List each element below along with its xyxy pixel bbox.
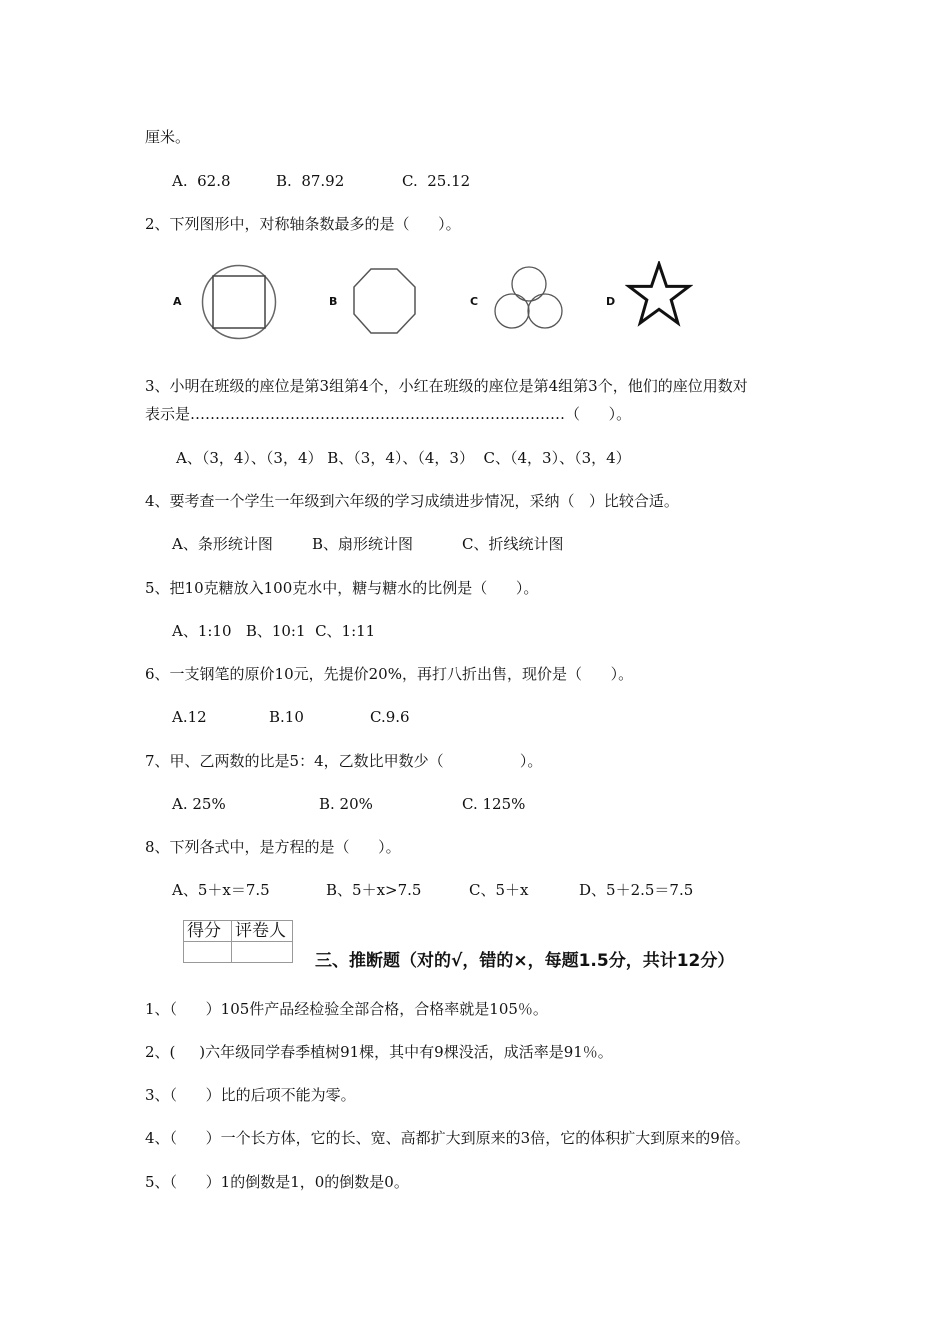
- q4-option-c: C、折线统计图: [462, 535, 564, 553]
- figure-label-c: C: [470, 295, 479, 308]
- circle-with-inscribed-square-icon: [199, 262, 279, 342]
- q8-option-a: A、5＋x＝7.5: [172, 881, 270, 899]
- judge-item-3: 3、（ ）比的后项不能为零。: [145, 1086, 356, 1104]
- q8-stem: 8、下列各式中，是方程的是（ ）。: [145, 838, 401, 856]
- q4-option-b: B、扇形统计图: [312, 535, 414, 553]
- judge-item-2: 2、( )六年级同学春季植树91棵，其中有9棵没活，成活率是91％。: [145, 1043, 613, 1061]
- judge-item-5: 5、（ ）1的倒数是1，0的倒数是0。: [145, 1173, 409, 1191]
- q3-stem-line1: 3、小明在班级的座位是第3组第4个，小红在班级的座位是第4组第3个，他们的座位用数对: [145, 377, 748, 395]
- q6-option-a: A.12: [172, 708, 207, 726]
- q6-stem: 6、一支钢笔的原价10元，先提价20%，再打八折出售，现价是（ ）。: [145, 665, 634, 683]
- q6-option-c: C.9.6: [370, 708, 410, 726]
- q8-option-c: C、5＋x: [469, 881, 529, 899]
- q3-stem-line2: 表示是…………………………………………………………………（ ）。: [145, 405, 632, 423]
- figure-label-b: B: [329, 295, 338, 308]
- score-header: 得分: [184, 921, 232, 942]
- octagon-icon: [351, 266, 421, 338]
- star-icon: [625, 261, 693, 327]
- q8-option-d: D、5＋2.5＝7.5: [579, 881, 694, 899]
- q5-options: A、1:10 B、10:1 C、1:11: [172, 622, 376, 640]
- q7-stem: 7、甲、乙两数的比是5：4，乙数比甲数少（ ）。: [145, 752, 543, 770]
- q7-option-b: B. 20%: [319, 795, 373, 813]
- judge-item-1: 1、（ ）105件产品经检验全部合格，合格率就是105％。: [145, 1000, 548, 1018]
- q4-option-a: A、条形统计图: [172, 535, 273, 553]
- q4-stem: 4、要考查一个学生一年级到六年级的学习成绩进步情况，采纳（ ）比较合适。: [145, 492, 679, 510]
- judge-item-4: 4、（ ）一个长方体，它的长、宽、高都扩大到原来的3倍，它的体积扩大到原来的9倍。: [145, 1129, 750, 1147]
- q3-options: A、（3，4）、（3，4） B、（3，4）、（4，3） C、（4，3）、（3，4）: [176, 449, 631, 467]
- continuation-text: 厘米。: [145, 128, 191, 146]
- score-box: [183, 920, 293, 963]
- score-cell: [184, 942, 232, 963]
- figure-label-a: A: [173, 295, 182, 308]
- q2-figures: [165, 258, 705, 346]
- figure-label-d: D: [606, 295, 616, 308]
- section-title: 三、推断题（对的√，错的×，每题1.5分，共计12分）: [315, 951, 735, 971]
- q7-option-c: C. 125%: [462, 795, 526, 813]
- grader-cell: [232, 942, 293, 963]
- q2-stem: 2、下列图形中，对称轴条数最多的是（ ）。: [145, 215, 461, 233]
- q6-option-b: B.10: [269, 708, 304, 726]
- q7-option-a: A. 25%: [172, 795, 226, 813]
- q1-option-b: B. 87.92: [276, 172, 345, 190]
- grader-header: 评卷人: [232, 921, 293, 942]
- q1-option-a: A. 62.8: [172, 172, 231, 190]
- three-circles-icon: [490, 263, 566, 329]
- q8-option-b: B、5＋x>7.5: [326, 881, 422, 899]
- q5-stem: 5、把10克糖放入100克水中，糖与糖水的比例是（ ）。: [145, 579, 539, 597]
- q1-option-c: C. 25.12: [402, 172, 471, 190]
